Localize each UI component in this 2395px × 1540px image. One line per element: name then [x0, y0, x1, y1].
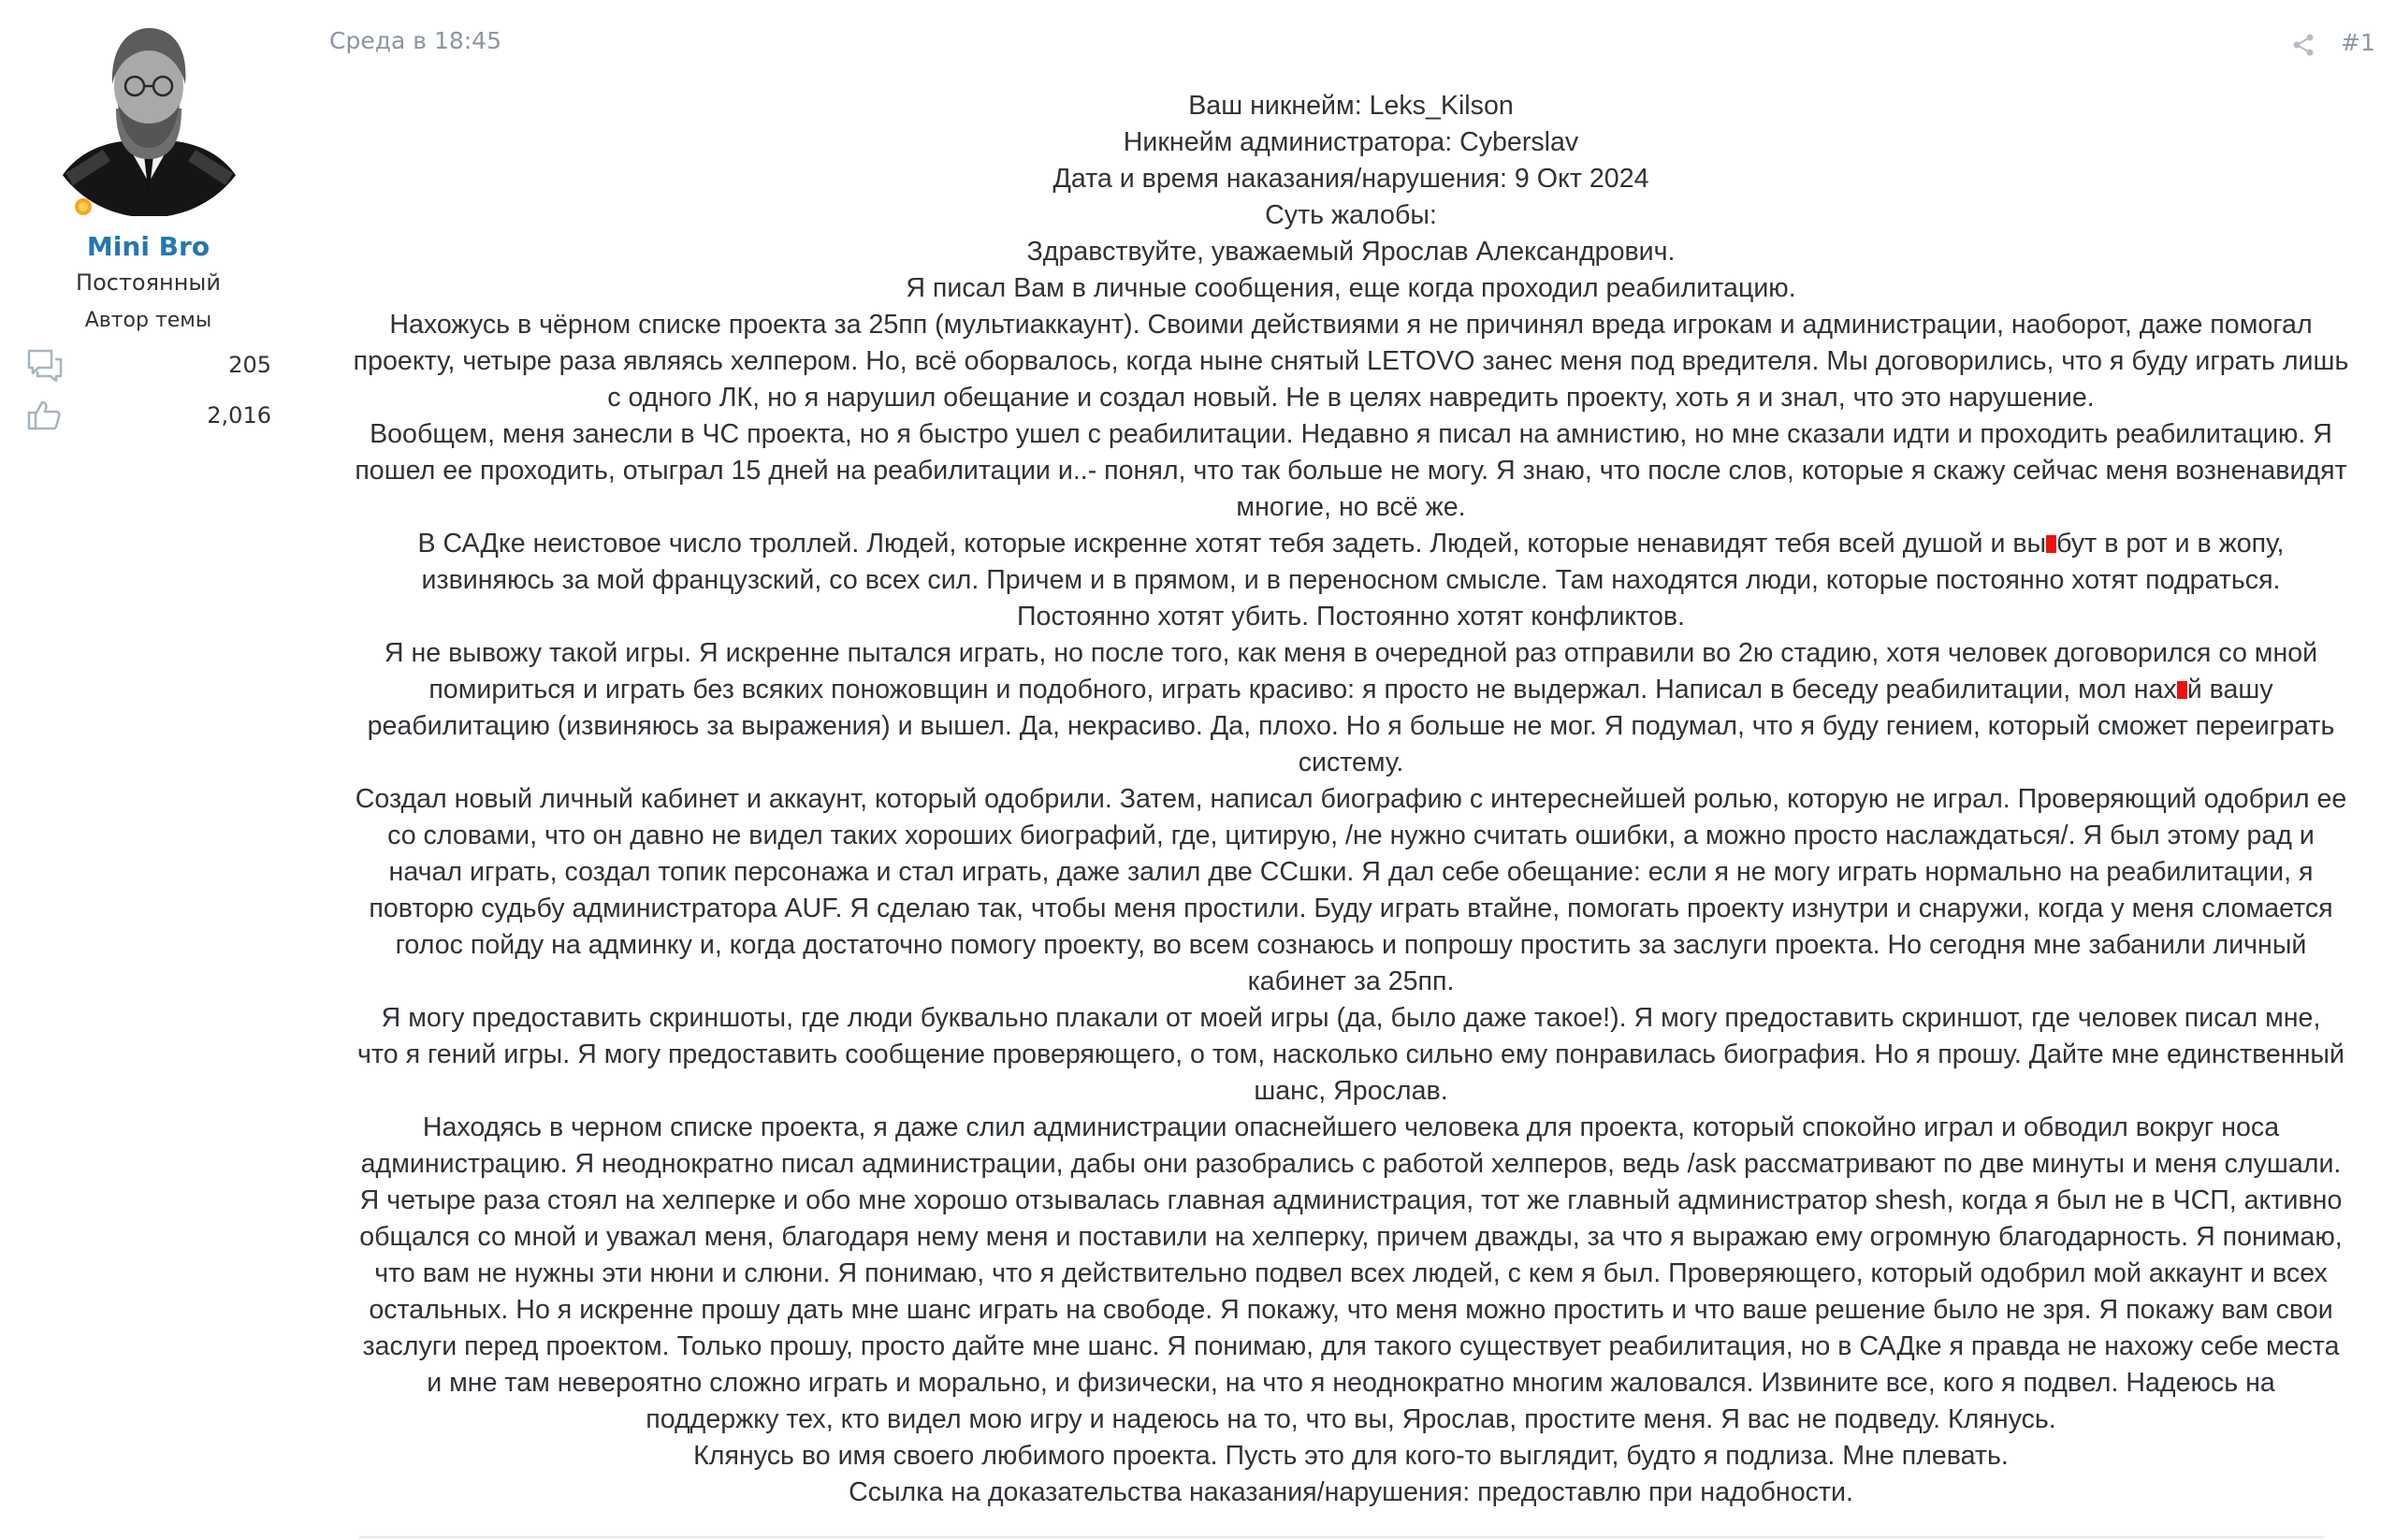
body-line-redacted	[326, 672, 2376, 708]
body-line: со словами, что он давно не видел таких хороших биографий, где, цитирую, /не нужно считать ошибки, а можно просто наслаждаться/. Я был этому рад и	[387, 821, 2315, 850]
line-part: помириться и играть без всяких поножовщин и подобного, играть красиво: я просто не выдержал. Написал в беседу реабилитации, мол нах	[428, 675, 2177, 705]
body-line: Ваш никнейм: Leks_Kilson	[1188, 91, 1514, 121]
thread-author-tag: Автор темы	[84, 309, 212, 332]
body-line: многие, но всё же.	[1236, 492, 1466, 522]
body-line-redacted	[326, 526, 2376, 562]
post-date-link[interactable]: Среда в 18:45	[329, 27, 501, 54]
body-line: пошел ее проходить, отыграл 15 дней на реабилитации и..- понял, что так больше не могу. Я знаю, что после слов, которые я скажу сейчас меня возненавидят	[355, 456, 2347, 486]
body-line: что вам не нужны эти нюни и слюни. Я понимаю, что я действительно подвел всех людей, с кем я был. Проверяющего, который одобрил мой аккаунт и всех	[374, 1258, 2328, 1288]
reaction-score-stat	[26, 397, 271, 434]
body-line: Дата и время наказания/нарушения: 9 Окт 2024	[1052, 164, 1649, 194]
messages-stat	[26, 346, 271, 384]
body-line: заслуги перед проектом. Только прошу, просто дайте мне шанс. Я понимаю, для такого существует реабилитация, но в САДке я правда не нахожу себе места	[362, 1331, 2340, 1361]
post-body	[326, 88, 2376, 1511]
body-line: начал играть, создал топик персонажа и стал играть, даже залил две ССшки. Я дал себе обещание: если я не могу играть нормально на реабилитации, я	[388, 857, 2314, 887]
body-line: голос пойду на админку и, когда достаточно помогу проекту, во всем сознаюсь и попрошу простить за заслуги проекта. Но сегодня мне забанили личный	[395, 930, 2307, 960]
body-line: Находясь в черном списке проекта, я даже слил администрации опаснейшего человека для проекта, который спокойно играл и обводил вокруг носа	[422, 1112, 2280, 1142]
body-line: общался со мной и уважал меня, благодаря нему меня и поставили на хелперку, причем дважды, за что я выражаю ему огромную благодарность. Я понимаю,	[359, 1222, 2343, 1252]
thumbs-up-icon	[26, 399, 64, 432]
line-part: бут в рот и в жопу,	[2056, 529, 2285, 559]
share-icon[interactable]	[2290, 32, 2316, 58]
redaction-mark	[2177, 681, 2187, 699]
user-title: Постоянный	[76, 269, 221, 296]
body-line: Я не вывожу такой игры. Я искренне пытался играть, но после того, как меня в очередной раз отправили во 2ю стадию, хотя человек договорился со мной	[384, 638, 2318, 668]
body-line: Никнейм администратора: Cyberslav	[1123, 127, 1579, 157]
body-line: проекту, четыре раза являясь хелпером. Но, всё оборвалось, когда ныне снятый LETOVO занес меня под вредителя. Мы договорились, что я буду играть лишь	[353, 346, 2349, 376]
body-line: систему.	[1298, 748, 1404, 777]
body-line: шанс, Ярослав.	[1254, 1076, 1448, 1106]
username-link[interactable]: Mini Bro	[86, 231, 210, 262]
messages-icon	[26, 348, 64, 382]
line-part: й вашу	[2186, 675, 2273, 705]
body-line: повторю судьбу администратора AUF. Я сделаю так, чтобы меня простили. Буду играть втайне, помогать проекту изнутри и снаружи, когда у меня сломается	[369, 893, 2333, 923]
body-line: кабинет за 25пп.	[1247, 966, 1455, 996]
body-line: остальных. Но я искренне прошу дать мне шанс играть на свободе. Я покажу, что меня можно простить и что ваше решение было не зря. Я покажу вам свои	[369, 1295, 2333, 1325]
body-line: Клянусь во имя своего любимого проекта. Пусть это для кого-то выглядит, будто я подлиза. Мне плевать.	[693, 1441, 2009, 1471]
body-line: Я четыре раза стоял на хелперке и обо мне хорошо отзывалась главная администрация, тот же главный администратор shesh, когда я был не в ЧСП, активно	[359, 1185, 2343, 1215]
body-line: Нахожусь в чёрном списке проекта за 25пп (мультиаккаунт). Своими действиями я не причинял вреда игрокам и администрации, наоборот, даже помогал	[389, 310, 2313, 340]
post-author-panel	[0, 0, 299, 1540]
body-line: извиняюсь за мой французский, со всех сил. Причем и в прямом, и в переносном смысле. Там находятся люди, которые постоянно хотят подраться.	[421, 565, 2281, 595]
body-line: Ссылка на доказательства наказания/нарушения: предоставлю при надобности.	[849, 1477, 1853, 1507]
body-line: с одного ЛК, но я нарушил обещание и создал новый. Не в целях навредить проекту, хоть я и знал, что это нарушение.	[607, 383, 2095, 413]
messages-count: 205	[228, 352, 271, 378]
body-line: Я писал Вам в личные сообщения, еще когда проходил реабилитацию.	[906, 273, 1796, 303]
body-line: Вообщем, меня занесли в ЧС проекта, но я быстро ушел с реабилитации. Недавно я писал на амнистию, но мне сказали идти и проходить реабилитацию. Я	[370, 419, 2332, 449]
body-line: поддержку тех, кто видел мою игру и надеюсь на то, что вы, Ярослав, простите меня. Я вас не подведу. Клянусь.	[646, 1404, 2056, 1434]
body-line: Здравствуйте, уважаемый Ярослав Александрович.	[1026, 237, 1676, 267]
body-line: Я могу предоставить скриншоты, где люди буквально плакали от моей игры (да, было даже такое!). Я могу предоставить скриншот, где человек писал мне,	[381, 1003, 2321, 1033]
body-line: реабилитацию (извиняюсь за выражения) и вышел. Да, некрасиво. Да, плохо. Но я больше не мог. Я подумал, что я буду гением, который сможет переиграть	[367, 711, 2335, 741]
body-line: администрацию. Я неоднократно писал администрации, дабы они разобрались с работой хелперов, ведь /ask рассматривают по две минуты и меня слушали.	[360, 1149, 2342, 1179]
post-number-link[interactable]: #1	[2341, 29, 2375, 56]
reaction-score: 2,016	[207, 402, 271, 429]
redaction-mark	[2046, 535, 2056, 553]
body-line: Постоянно хотят убить. Постоянно хотят конфликтов.	[1017, 602, 1685, 632]
body-line: Суть жалобы:	[1265, 200, 1437, 230]
body-line: и мне там невероятно сложно играть и морально, и физически, на что я неоднократно многим жаловался. Извините все, кого я подвел. Надеюсь на	[427, 1368, 2275, 1398]
user-avatar[interactable]	[58, 19, 240, 216]
body-line: что я гений игры. Я могу предоставить сообщение проверяющего, о том, насколько сильно ему понравилась биография. Но я прошу. Дайте мне единственный	[357, 1039, 2344, 1069]
body-line: Создал новый личный кабинет и аккаунт, который одобрили. Затем, написал биографию с интереснейшей ролью, которую не играл. Проверяющий одобрил ее	[355, 784, 2347, 814]
award-badge-icon	[73, 196, 94, 217]
post-divider	[359, 1536, 2324, 1538]
line-part: В САДке неистовое число троллей. Людей, которые искренне хотят тебя задеть. Людей, которые ненавидят тебя всей душой и вы	[417, 529, 2047, 559]
